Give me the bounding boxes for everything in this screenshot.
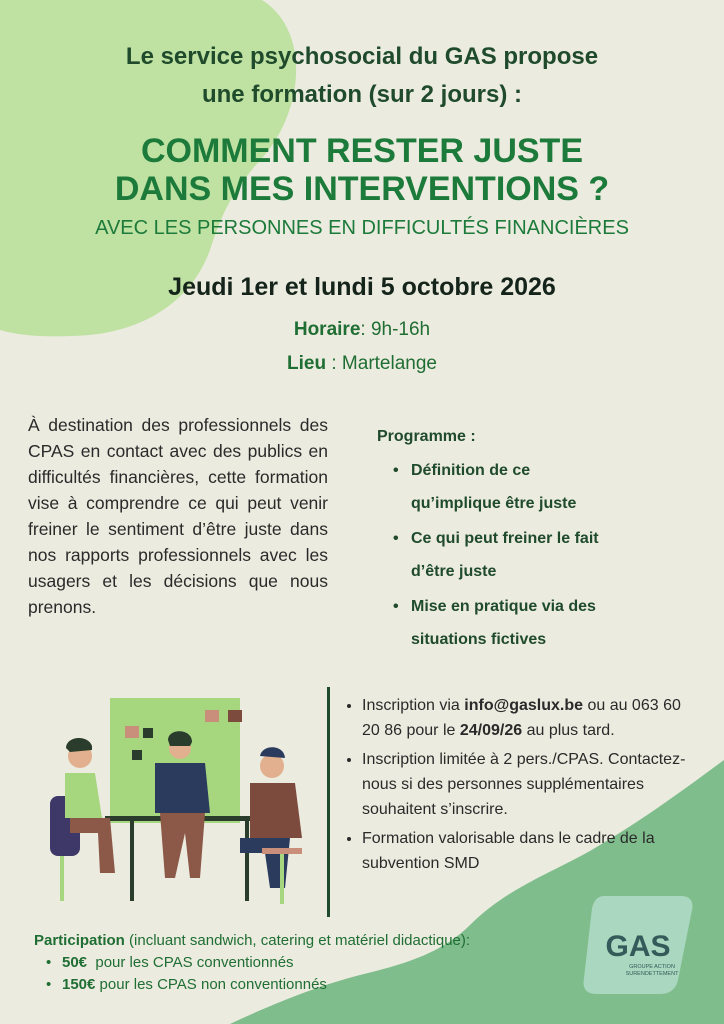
email-link[interactable]: info@gaslux.be — [464, 697, 583, 714]
participation-heading: Participation — [34, 932, 125, 949]
lieu-label: Lieu — [287, 353, 327, 374]
intro-line-2: une formation (sur 2 jours) : — [201, 81, 522, 108]
horaire-value: 9h-16h — [370, 319, 431, 340]
stool — [262, 848, 302, 854]
programme-item-line: qu’implique être juste — [411, 495, 577, 512]
logo-sub-1: GROUPE ACTION — [629, 964, 675, 970]
title-line-1: COMMENT RESTER JUSTE — [140, 132, 584, 170]
programme-item — [411, 454, 677, 520]
programme-item-line: Ce qui peut freiner le fait — [411, 530, 599, 547]
inscription-text: ou au 063 60 20 86 pour le — [362, 697, 681, 739]
participation-block — [34, 930, 594, 996]
price-label: pour les CPAS conventionnés — [87, 954, 294, 971]
price: 150€ — [62, 976, 96, 993]
title-line-2: DANS MES INTERVENTIONS ? — [114, 170, 610, 208]
lieu-value: Martelange — [341, 353, 437, 374]
main-title — [40, 132, 684, 208]
divider-line — [327, 687, 330, 917]
programme-item-line: Mise en pratique via des — [411, 598, 596, 615]
programme-block — [377, 428, 677, 658]
subtitle: AVEC LES PERSONNES EN DIFFICULTÉS FINANCIÈRES — [95, 217, 629, 239]
price: 50€ — [62, 954, 88, 971]
price-item — [62, 952, 594, 974]
price-list — [34, 952, 594, 996]
programme-item — [411, 522, 677, 588]
logo-sub-2: SURENDETTEMENT — [625, 971, 679, 977]
programme-heading: Programme : — [377, 428, 476, 445]
inscription-item: • Formation valorisable dans le cadre de la subvention SMD — [362, 826, 694, 876]
gas-logo — [582, 892, 694, 996]
inscription-text: au plus tard. — [522, 722, 615, 739]
inscription-item: • Inscription limitée à 2 pers./CPAS. Contactez-nous si des personnes supplémentaires souhaitent s’inscrire. — [362, 747, 694, 822]
horaire-separator: : — [360, 319, 371, 340]
lieu-separator: : — [326, 353, 342, 374]
inscription-block — [344, 693, 694, 880]
intro-text — [60, 38, 664, 114]
programme-item-line: situations fictives — [411, 631, 547, 648]
programme-item — [411, 590, 677, 656]
description: À destination des professionnels des CPAS en contact avec des publics en difficultés financières, cette formation vise à comprendre ce qui peut venir freiner le sentiment d’être juste dans nos rapports professionnels avec les usagers et les décisions que nous prenons. — [28, 415, 328, 617]
deadline: 24/09/26 — [459, 722, 523, 739]
price-item — [62, 974, 594, 996]
inscription-item — [362, 693, 694, 743]
programme-item-line: Définition de ce — [411, 462, 531, 479]
participation-detail: (incluant sandwich, catering et matériel didactique): — [124, 932, 471, 949]
logo-text: GAS — [605, 930, 671, 963]
intro-line-1: Le service psychosocial du GAS propose — [125, 43, 599, 70]
lieu-line — [0, 353, 724, 375]
horaire-line — [0, 319, 724, 341]
programme-item-line: d’être juste — [411, 563, 497, 580]
programme-list — [377, 454, 677, 656]
event-date: Jeudi 1er et lundi 5 octobre 2026 — [168, 273, 556, 301]
team-meeting-illustration — [40, 688, 320, 913]
horaire-label: Horaire — [293, 319, 361, 340]
price-label: pour les CPAS non conventionnés — [95, 976, 327, 993]
inscription-text: Inscription via — [362, 697, 465, 714]
inscription-list — [344, 693, 694, 876]
